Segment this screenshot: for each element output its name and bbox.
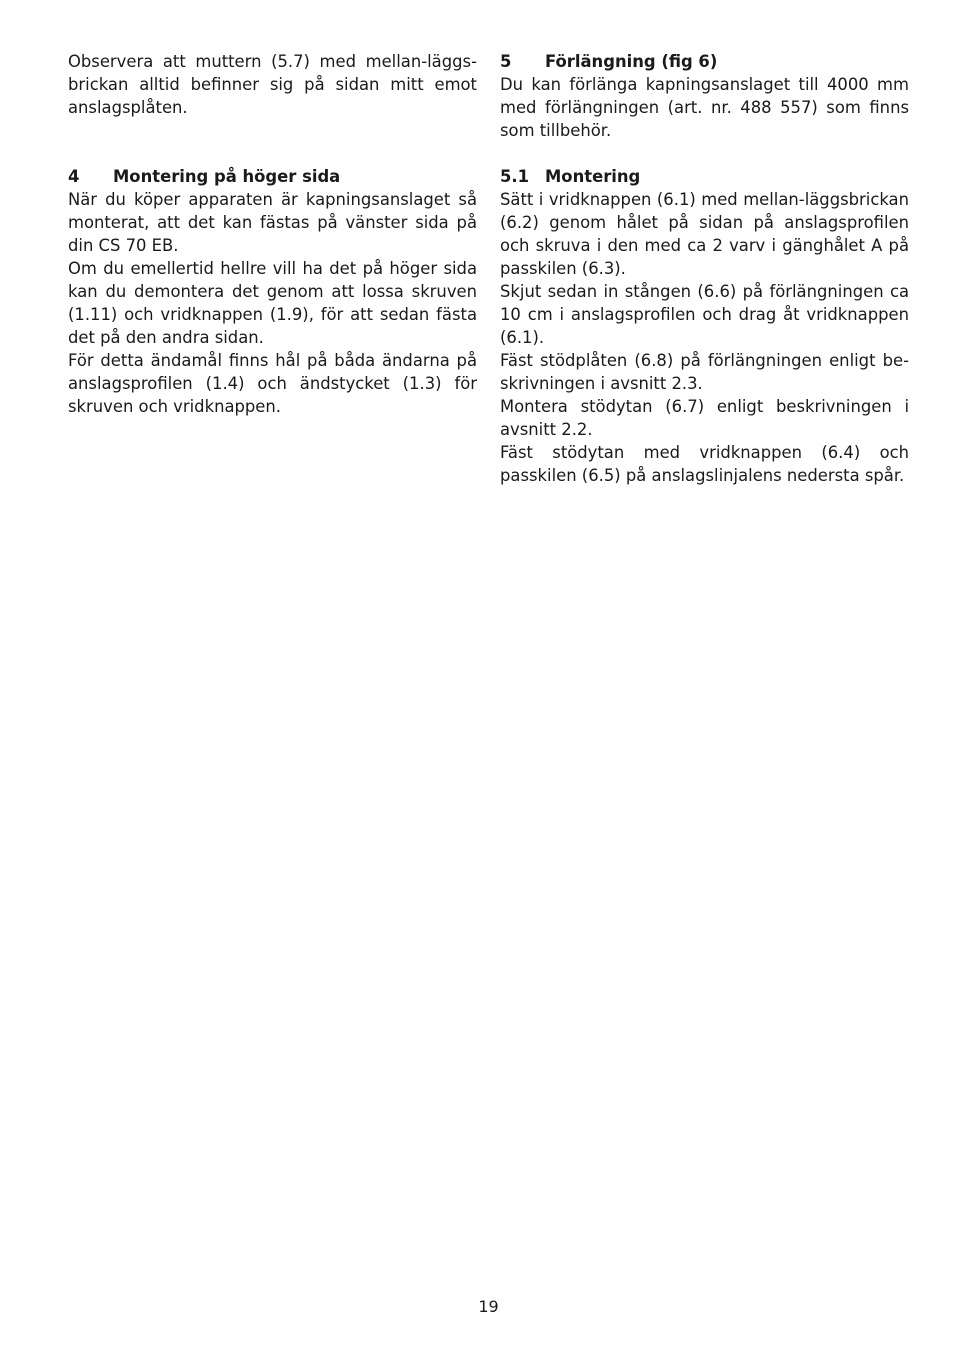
section-4-title: Montering på höger sida bbox=[113, 167, 341, 186]
spacer bbox=[500, 142, 909, 165]
spacer bbox=[68, 119, 477, 165]
section-5-1-number: 5.1 bbox=[500, 167, 530, 186]
section-4-paragraph-3: För detta ändamål finns hål på båda ändarna på anslagsprofilen (1.4) och ändstycket (1.3) för skruven och vridknappen. bbox=[68, 351, 477, 416]
section-5-paragraph: Du kan förlänga kapningsanslaget till 4000 mm med förlängningen (art. nr. 488 557) som finns som tillbehör. bbox=[500, 75, 909, 140]
section-4-number: 4 bbox=[68, 167, 80, 186]
left-column bbox=[68, 50, 477, 418]
section-5-1-paragraph-5: Fäst stödytan med vridknappen (6.4) och passkilen (6.5) på anslagslinjalens nedersta spår. bbox=[500, 443, 909, 485]
section-5-number: 5 bbox=[500, 52, 512, 71]
intro-paragraph: Observera att muttern (5.7) med mellan-läggs-brickan alltid befinner sig på sidan mitt emot anslagsplåten. bbox=[68, 52, 477, 117]
section-5-1-paragraph-2: Skjut sedan in stången (6.6) på förlängningen ca 10 cm i anslagsprofilen och drag åt vridknappen (6.1). bbox=[500, 282, 909, 347]
section-5-heading bbox=[500, 50, 909, 73]
page-number: 19 bbox=[478, 1297, 499, 1316]
section-5-1-paragraph-1: Sätt i vridknappen (6.1) med mellan-läggsbrickan (6.2) genom hålet på sidan på anslagsprofilen och skruva i den med ca 2 varv i gänghålet A på passkilen (6.3). bbox=[500, 190, 909, 278]
section-5-1-title: Montering bbox=[545, 167, 641, 186]
section-5-1-paragraph-3: Fäst stödplåten (6.8) på förlängningen enligt be-skrivningen i avsnitt 2.3. bbox=[500, 351, 909, 393]
section-5-1-heading bbox=[500, 165, 909, 188]
section-4-paragraph-1: När du köper apparaten är kapningsanslaget så monterat, att det kan fästas på vänster sida på din CS 70 EB. bbox=[68, 190, 477, 255]
section-5-title: Förlängning (fig 6) bbox=[545, 52, 718, 71]
section-4-heading bbox=[68, 165, 477, 188]
section-4-paragraph-2: Om du emellertid hellre vill ha det på höger sida kan du demontera det genom att lossa skruven (1.11) och vridknappen (1.9), för att sedan fästa det på den andra sidan. bbox=[68, 259, 477, 347]
right-column bbox=[500, 50, 909, 487]
section-5-1-paragraph-4: Montera stödytan (6.7) enligt beskrivningen i avsnitt 2.2. bbox=[500, 397, 909, 439]
